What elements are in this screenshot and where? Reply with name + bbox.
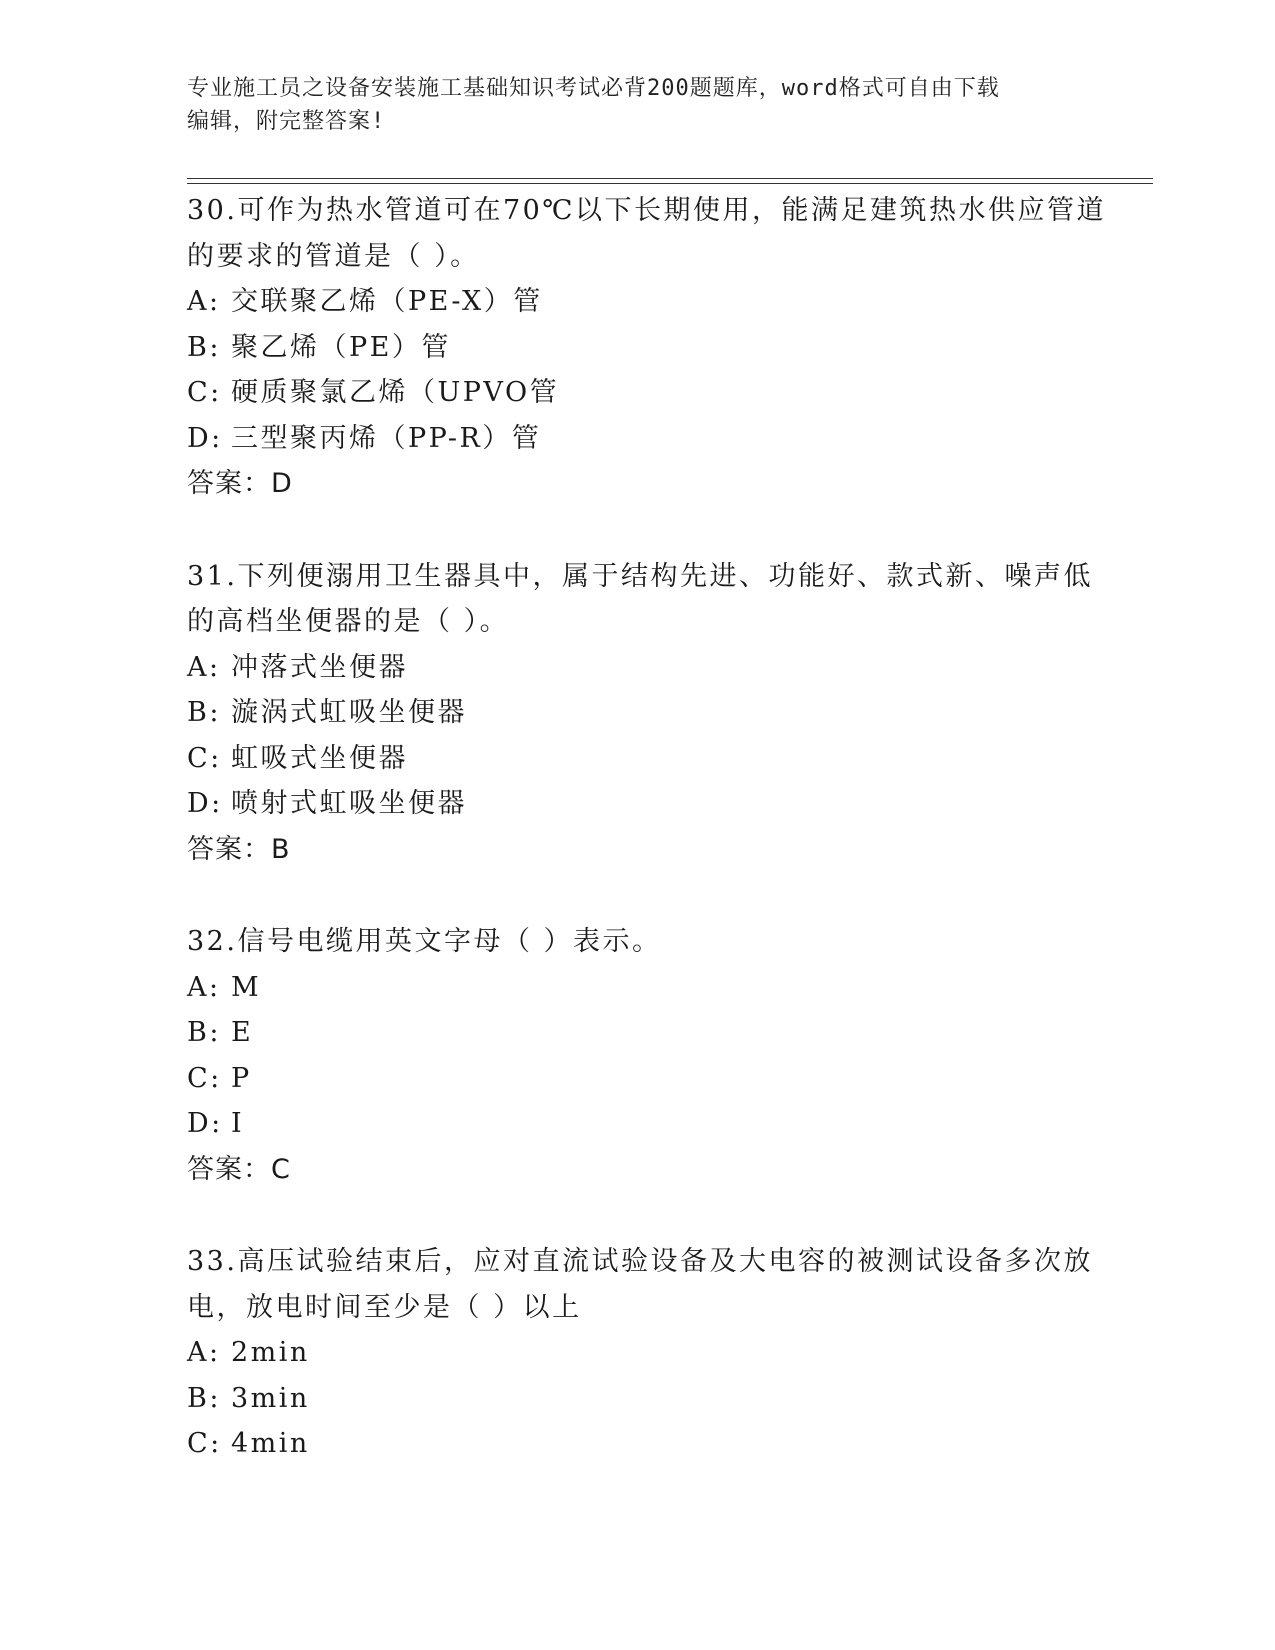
option-a — [187, 279, 1087, 325]
option-text: 虹吸式坐便器 — [231, 742, 408, 774]
answer-line: 答案：B — [187, 833, 291, 865]
answer-line: 答案：C — [187, 1153, 291, 1185]
option-letter: C: — [187, 377, 222, 408]
question-stem: 的要求的管道是（ ）。 — [187, 240, 480, 272]
option-b — [187, 1010, 1087, 1056]
option-text: 硬质聚氯乙烯（UPVO管 — [231, 377, 560, 408]
option-letter: C: — [187, 1062, 222, 1094]
option-c — [187, 370, 1087, 416]
option-text: P — [231, 1062, 252, 1094]
option-a — [187, 965, 1087, 1011]
option-letter: B: — [187, 1382, 221, 1414]
option-b — [187, 1376, 1087, 1422]
option-text: 4min — [231, 1428, 310, 1459]
option-text: I — [231, 1108, 245, 1139]
option-text: M — [231, 971, 262, 1003]
header-title-line-1: 专业施工员之设备安装施工基础知识考试必背200题题库，word格式可自由下载 — [187, 76, 1000, 101]
question-stem: 30.可作为热水管道可在70℃以下长期使用，能满足建筑热水供应管道 — [187, 195, 1106, 226]
option-text: 聚乙烯（PE）管 — [231, 331, 451, 363]
option-letter: C: — [187, 742, 222, 774]
header-title-line-2: 编辑，附完整答案! — [187, 109, 386, 134]
option-text: 三型聚丙烯（PP-R）管 — [231, 422, 542, 454]
question-stem: 31.下列便溺用卫生器具中，属于结构先进、功能好、款式新、噪声低 — [187, 560, 1093, 592]
option-d — [187, 781, 1087, 827]
option-a — [187, 1330, 1087, 1376]
option-text: 交联聚乙烯（PE-X）管 — [231, 286, 543, 317]
option-text: 漩涡式虹吸坐便器 — [231, 697, 467, 728]
option-d — [187, 1101, 1087, 1147]
question-list — [187, 188, 1106, 1467]
question-stem: 电，放电时间至少是（ ）以上 — [187, 1291, 582, 1323]
question-block — [187, 919, 1087, 1192]
option-d — [187, 416, 1087, 462]
spacer — [187, 872, 1087, 919]
option-text: 3min — [231, 1382, 310, 1414]
option-a — [187, 645, 1087, 691]
header-divider-top — [187, 178, 1153, 179]
option-c — [187, 1056, 1087, 1102]
option-letter: B: — [187, 331, 221, 363]
question-stem: 33.高压试验结束后，应对直流试验设备及大电容的被测试设备多次放 — [187, 1246, 1093, 1277]
option-letter: B: — [187, 1017, 221, 1048]
option-text: 喷射式虹吸坐便器 — [231, 788, 467, 819]
question-stem: 的高档坐便器的是（ ）。 — [187, 606, 510, 637]
spacer — [187, 507, 1087, 554]
answer-line: 答案：D — [187, 468, 293, 499]
option-text: 冲落式坐便器 — [231, 651, 408, 683]
option-letter: D: — [187, 422, 223, 454]
option-letter: A: — [187, 1337, 221, 1368]
question-block — [187, 188, 1106, 507]
spacer — [187, 1192, 1087, 1239]
option-b — [187, 325, 1087, 371]
option-letter: A: — [187, 651, 221, 683]
option-text: E — [231, 1017, 254, 1048]
question-block — [187, 554, 1093, 873]
header-divider-bottom — [187, 183, 1153, 184]
option-text: 2min — [231, 1337, 310, 1368]
question-block — [187, 1239, 1093, 1467]
option-letter: D: — [187, 788, 223, 819]
option-b — [187, 690, 1087, 736]
option-letter: C: — [187, 1428, 222, 1459]
option-c — [187, 736, 1087, 782]
option-letter: A: — [187, 286, 221, 317]
option-letter: A: — [187, 971, 221, 1003]
option-letter: B: — [187, 697, 221, 728]
document-header — [187, 72, 1067, 138]
question-stem: 32.信号电缆用英文字母（ ）表示。 — [187, 926, 662, 957]
option-letter: D: — [187, 1108, 223, 1139]
option-c — [187, 1421, 1087, 1467]
